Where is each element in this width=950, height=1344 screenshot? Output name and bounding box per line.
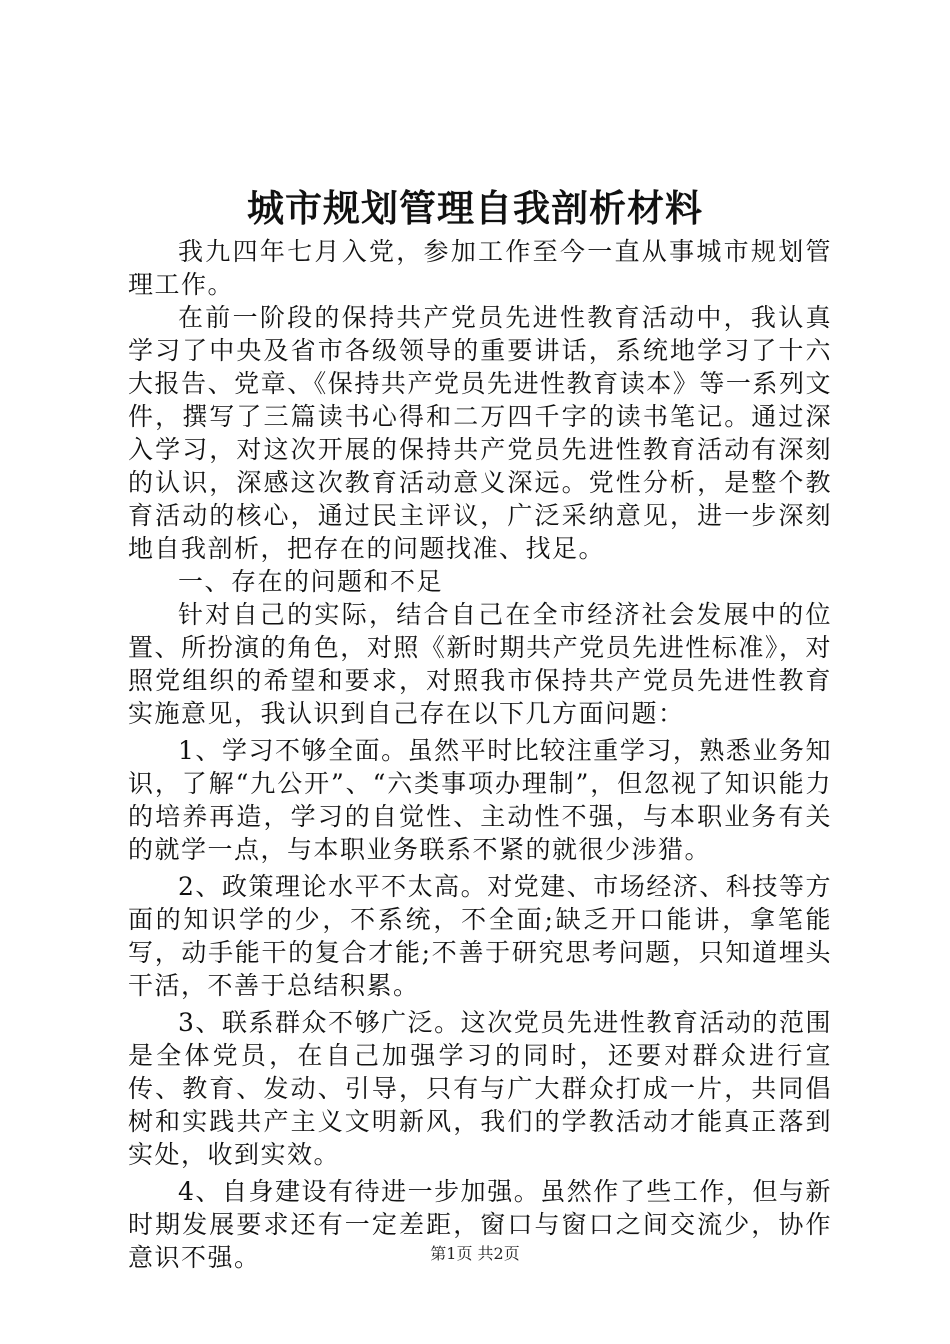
paragraph-study: 在前一阶段的保持共产党员先进性教育活动中，我认真学习了中央及省市各级领导的重要讲话，系统地学习了十六大报告、党章、《保持共产党员先进性教育读本》等一系列文件，撰写了三篇读书心得和二万四千字的读书笔记。通过深入学习，对这次开展的保持共产党员先进性教育活动有深刻的认识，深感这次教育活动意义深远。党性分析，是整个教育活动的核心，通过民主评议，广泛采纳意见，进一步深刻地自我剖析，把存在的问题找准、找足。	[128, 303, 832, 563]
problem-item-4: 4、自身建设有待进一步加强。虽然作了些工作，但与新时期发展要求还有一定差距，窗口与窗口之间交流少，协作意识不强。	[128, 1177, 832, 1272]
section-heading: 一、存在的问题和不足	[178, 567, 444, 596]
paragraph-self-check: 针对自己的实际，结合自己在全市经济社会发展中的位置、所扮演的角色，对照《新时期共产党员先进性标准》，对照党组织的希望和要求，对照我市保持共产党员先进性教育实施意见，我认识到自己存在以下几方面问题：	[128, 600, 832, 728]
problem-item-2: 2、政策理论水平不太高。对党建、市场经济、科技等方面的知识学的少，不系统，不全面;缺乏开口能讲，拿笔能写，动手能干的复合才能;不善于研究思考问题，只知道埋头干活，不善于总结积累。	[128, 872, 832, 1000]
document-body	[128, 235, 832, 1274]
paragraph-intro: 我九四年七月入党，参加工作至今一直从事城市规划管理工作。	[128, 237, 832, 299]
document-title: 城市规划管理自我剖析材料	[247, 186, 703, 230]
page-footer: 第1页 共2页	[430, 1244, 520, 1263]
problem-item-1: 1、学习不够全面。虽然平时比较注重学习，熟悉业务知识，了解“九公开”、“六类事项办理制”，但忽视了知识能力的培养再造，学习的自觉性、主动性不强，与本职业务有关的就学一点，与本职业务联系不紧的就很少涉猎。	[128, 736, 832, 864]
problem-item-3: 3、联系群众不够广泛。这次党员先进性教育活动的范围是全体党员，在自己加强学习的同时，还要对群众进行宣传、教育、发动、引导，只有与广大群众打成一片，共同倡树和实践共产主义文明新风，我们的学教活动才能真正落到实处，收到实效。	[128, 1008, 832, 1169]
